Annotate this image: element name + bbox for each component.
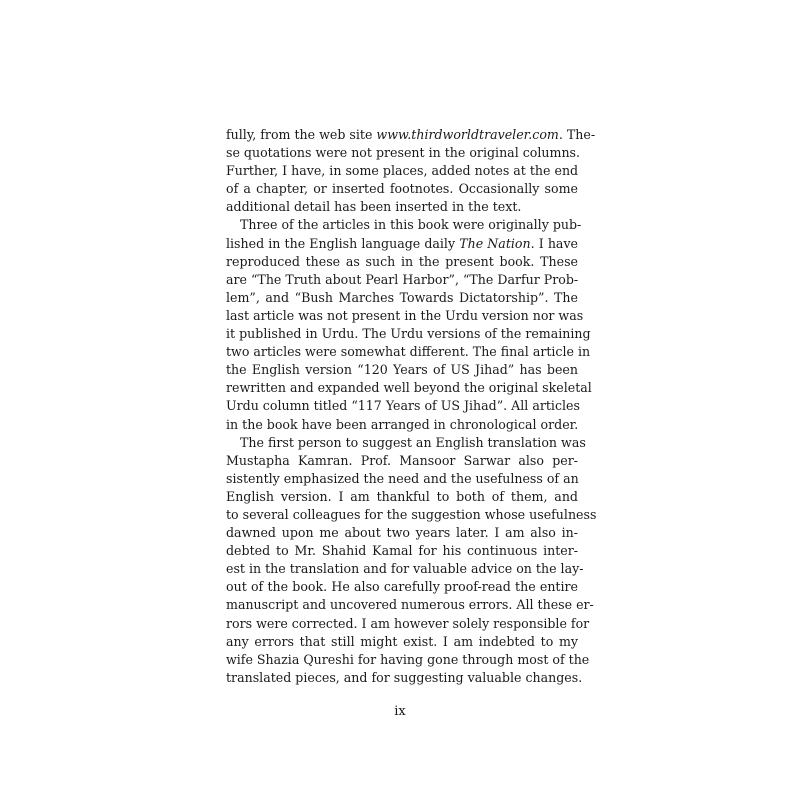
text-run: Further, I have, in some places, added notes at the end bbox=[226, 163, 579, 179]
paragraph bbox=[226, 126, 596, 216]
text-line bbox=[226, 307, 584, 325]
text-line bbox=[226, 397, 578, 415]
text-line bbox=[226, 524, 578, 542]
text-line bbox=[226, 343, 591, 361]
text-run: of a chapter, or inserted footnotes. Occasionally some bbox=[226, 181, 578, 197]
text-line bbox=[226, 361, 578, 379]
text-run: se quotations were not present in the original columns. bbox=[226, 145, 581, 161]
text-run: manuscript and uncovered numerous errors. All these er- bbox=[226, 597, 594, 613]
text-run: are “The Truth about Pearl Harbor”, “The Darfur Prob- bbox=[226, 271, 579, 287]
text-run: translated pieces, and for suggesting valuable changes. bbox=[226, 669, 583, 685]
text-line bbox=[226, 253, 578, 271]
text-line bbox=[226, 379, 592, 397]
text-line bbox=[226, 488, 578, 506]
text-run: additional detail has been inserted in the text. bbox=[226, 199, 522, 215]
text-run: rors were corrected. I am however solely responsible for bbox=[226, 615, 590, 631]
text-run: rewritten and expanded well beyond the original skeletal bbox=[226, 380, 592, 396]
text-run: lem”, and “Bush Marches Towards Dictatorship”. The bbox=[226, 289, 578, 305]
page-number: ix bbox=[394, 704, 406, 719]
text-run: Mustapha Kamran. Prof. Mansoor Sarwar also per- bbox=[226, 452, 578, 468]
text-line bbox=[226, 216, 582, 234]
text-run: last article was not present in the Urdu version nor was bbox=[226, 307, 584, 323]
text-line bbox=[226, 162, 578, 180]
italic-text: www.thirdworldtraveler.com bbox=[376, 127, 559, 142]
text-line bbox=[226, 542, 578, 560]
paragraph bbox=[226, 216, 592, 433]
text-run: Three of the articles in this book were originally pub- bbox=[240, 217, 582, 233]
text-line bbox=[226, 560, 584, 578]
text-line bbox=[226, 596, 594, 614]
text-line bbox=[226, 289, 578, 307]
text-run: . The- bbox=[558, 127, 596, 142]
text-line bbox=[226, 416, 578, 434]
text-line bbox=[226, 144, 581, 162]
text-line bbox=[226, 198, 578, 216]
text-line bbox=[226, 126, 596, 144]
text-line bbox=[226, 615, 590, 633]
body-text bbox=[226, 126, 597, 687]
text-run: dawned upon me about two years later. I am also in- bbox=[226, 525, 578, 541]
italic-text: The Nation bbox=[459, 235, 531, 251]
text-run: in the book have been arranged in chronological order. bbox=[226, 416, 579, 432]
paragraph bbox=[226, 434, 597, 687]
text-line bbox=[226, 452, 578, 470]
text-run: to several colleagues for the suggestion whose usefulness bbox=[226, 506, 597, 522]
text-line bbox=[226, 651, 590, 669]
text-line bbox=[226, 271, 578, 289]
text-line bbox=[226, 434, 586, 452]
text-line bbox=[226, 180, 578, 198]
text-run: it published in Urdu. The Urdu versions of the remaining bbox=[226, 326, 591, 342]
text-line bbox=[226, 506, 597, 524]
text-run: English version. I am thankful to both of them, and bbox=[226, 488, 578, 504]
text-run: any errors that still might exist. I am indebted to my bbox=[226, 633, 578, 649]
text-run: the English version “120 Years of US Jihad” has been bbox=[226, 362, 578, 378]
text-line bbox=[226, 578, 578, 596]
text-run: sistently emphasized the need and the usefulness of an bbox=[226, 470, 579, 486]
text-run: Urdu column titled “117 Years of US Jihad”. All articles bbox=[226, 398, 580, 414]
text-run: The first person to suggest an English translation was bbox=[240, 434, 586, 450]
text-run: lished in the English language daily bbox=[226, 235, 460, 251]
text-line bbox=[226, 470, 578, 488]
text-run: two articles were somewhat different. The final article in bbox=[226, 344, 591, 360]
text-run: wife Shazia Qureshi for having gone through most of the bbox=[226, 651, 590, 667]
text-run: debted to Mr. Shahid Kamal for his continuous inter- bbox=[226, 543, 578, 559]
text-line bbox=[226, 633, 578, 651]
text-run: est in the translation and for valuable advice on the lay- bbox=[226, 561, 584, 577]
text-line bbox=[226, 669, 583, 687]
text-line bbox=[226, 235, 578, 253]
text-run: fully, from the web site bbox=[226, 127, 377, 142]
text-run: reproduced these as such in the present book. These bbox=[226, 253, 578, 269]
text-run: out of the book. He also carefully proof-read the entire bbox=[226, 579, 578, 595]
text-run: . I have bbox=[530, 235, 579, 251]
text-line bbox=[226, 325, 591, 343]
